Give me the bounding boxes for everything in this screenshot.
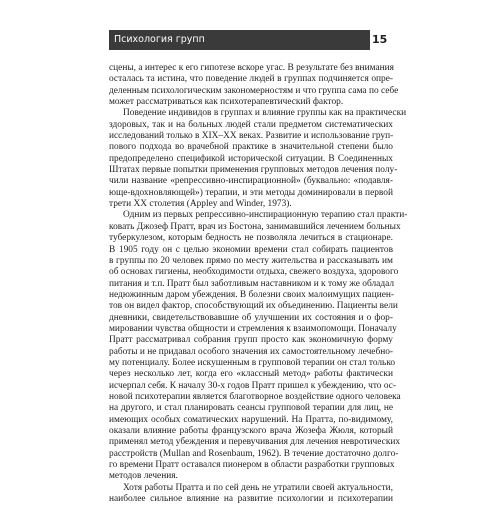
text-line: оказали влияние работы французского врача Жозефа Жюля, который (109, 426, 393, 436)
text-line: на другого, и стал планировать сеансы групповой терапии для лиц, не (109, 403, 393, 414)
text-line: чили название «репрессивно-инспирационной» (буквально: «подавля- (109, 176, 393, 187)
paragraph (109, 108, 407, 210)
text-line: исследований только в XIX–XX веках. Развитие и использование груп- (109, 131, 394, 142)
text-line: Штатах первые попытки применения групповых методов лечения полу- (109, 165, 398, 176)
text-line: туберкулезом, которым бедность не позволяла лечиться в стационаре. (109, 233, 393, 244)
paragraph (109, 483, 393, 505)
text-line: Одним из первых репрессивно-инспирационную терапию стал практи- (123, 210, 408, 221)
text-line: пового подхода во врачебной практике в значительной степени было (109, 142, 393, 153)
text-line: недюжинным даром убеждения. В болезни своих малоимущих пациен- (109, 289, 395, 300)
running-header (0, 30, 500, 50)
text-line: может рассматриваться как психотерапевтический фактор. (109, 97, 344, 108)
body-text (109, 63, 408, 505)
text-line: го времени Пратт оставался пионером в области разработки групповых (109, 460, 395, 471)
text-line: работы и не придавал особого значения их самостоятельному лечебно- (109, 346, 394, 357)
text-line: наиболее сильное влияние на развитие психологии и психотерапии (109, 494, 393, 505)
text-line: в группы по 20 человек прямо по месту жительства и рассказывать им (109, 255, 393, 266)
text-line: расстройств (Mullan and Rosenbaum, 1962). В течение достаточно долго- (109, 448, 399, 459)
text-line: через несколько лет, когда его «классный метод» работы фактически (109, 369, 393, 380)
text-line: Поведение индивидов в группах и влияние группы как на практически (123, 108, 407, 119)
text-line: сцены, а интерес к его гипотезе вскоре угас. В результате без внимания (109, 63, 394, 73)
text-line: применял метод убеждения и перевучивания для лечения невротических (109, 437, 401, 448)
text-line: методов лечения. (109, 471, 178, 482)
text-line: дневники, свидетельствовавшие об улучшении их состояния и о фор- (109, 312, 393, 323)
text-line: предопределено спецификой исторической ситуации. В Соединенных (109, 153, 393, 164)
text-line: трети XX столетия (Appley and Winder, 1973). (109, 199, 292, 210)
running-title: Психология групп (114, 34, 205, 45)
text-line: деленным психологическим закономерностям и что группа сама по себе (109, 85, 399, 96)
paragraph (109, 210, 408, 482)
text-line: Пратт рассматривал собрания групп просто как экономичную форму (109, 335, 393, 346)
text-line: питания и т.п. Пратт был заботливым наставником и к тому же обладал (109, 278, 395, 289)
text-line: осталась та истина, что поведение людей в группах подчиняется опре- (109, 74, 393, 85)
text-line: мировании чувства общности и стремления к взаимопомощи. Поначалу (109, 323, 397, 334)
text-line: об основах гигиены, необходимости отдыха, свежего воздуха, здорового (109, 267, 399, 278)
text-line: му потенциалу. Более искушенным в групповой терапии он стал только (109, 357, 396, 368)
text-line: В 1905 году он с целью экономии времени стал собирать пациентов (109, 244, 393, 255)
text-line: ковать Джозеф Пратт, врач из Бостона, занимавшийся лечением больных (109, 221, 401, 232)
paragraph (109, 63, 399, 108)
text-line: юще-вдохновляющей») терапии, и эти методы доминировали в первой (109, 187, 393, 198)
text-line: тов он видел фактор, способствующий их объединению. Пациенты вели (109, 301, 398, 312)
text-line: имеющих особых соматических нарушений. На Пратта, по-видимому, (109, 414, 393, 425)
text-line: здоровых, так и на больных людей стали предметом систематических (109, 119, 393, 130)
text-line: Хотя работы Пратта и по сей день не утратили своей актуальности, (123, 482, 393, 493)
page-number: 15 (372, 33, 388, 46)
text-line: новой психотерапии является благотворное воздействие одного человека (109, 391, 401, 402)
text-line: исчерпал себя. К началу 30-х годов Пратт пришел к убеждению, что ос- (109, 380, 397, 391)
